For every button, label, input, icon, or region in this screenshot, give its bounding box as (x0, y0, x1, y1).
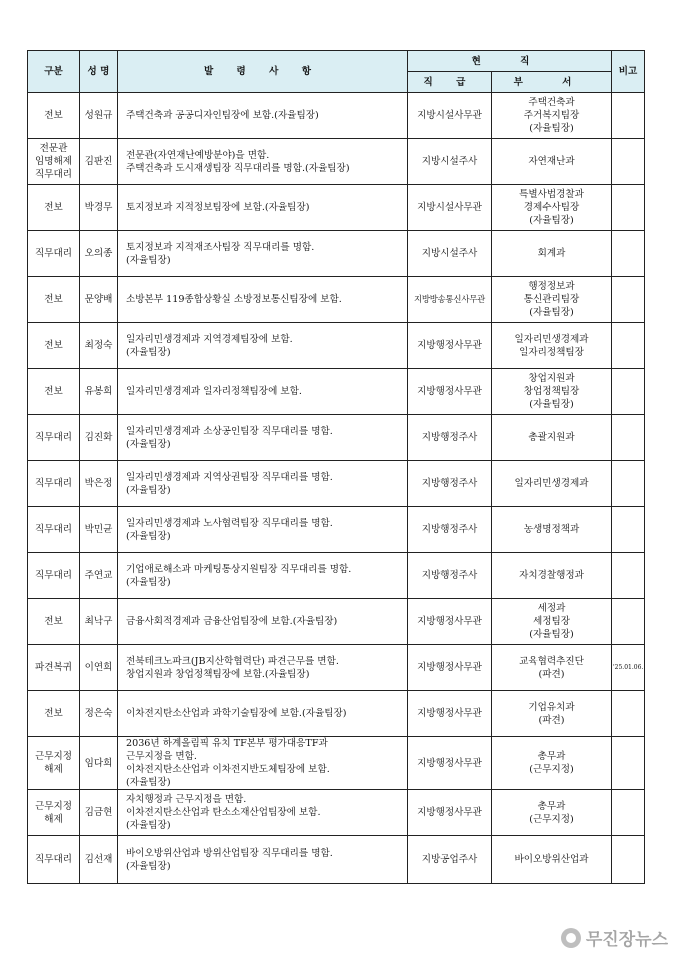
table-row (28, 231, 645, 277)
category-cell: 전보 (28, 599, 80, 645)
order-cell: 전문관(자연재난예방분야)을 면함. 주택건축과 도시재생팀장 직무대리를 명함.(자율팀장) (118, 139, 408, 185)
header-note: 비고 (612, 51, 645, 93)
header-dept: 부 서 (492, 72, 612, 93)
note-cell (612, 691, 645, 737)
category-cell: 파견복귀 (28, 645, 80, 691)
order-cell: 주택건축과 공공디자인팀장에 보함.(자율팀장) (118, 93, 408, 139)
grade-cell: 지방행정사무관 (408, 645, 492, 691)
grade-cell: 지방행정주사 (408, 415, 492, 461)
note-cell: '25.01.06. (612, 645, 645, 691)
note-cell (612, 553, 645, 599)
table-row (28, 645, 645, 691)
category-cell: 직무대리 (28, 836, 80, 884)
category-cell: 근무지정 해제 (28, 737, 80, 790)
note-cell (612, 231, 645, 277)
dept-cell: 기업유치과 (파견) (492, 691, 612, 737)
name-cell: 김판진 (80, 139, 118, 185)
table-row (28, 790, 645, 836)
table-row (28, 599, 645, 645)
note-cell (612, 323, 645, 369)
grade-cell: 지방행정사무관 (408, 790, 492, 836)
dept-cell: 바이오방위산업과 (492, 836, 612, 884)
table-row (28, 369, 645, 415)
name-cell: 박경무 (80, 185, 118, 231)
order-cell: 기업애로해소과 마케팅통상지원팀장 직무대리를 명함. (자율팀장) (118, 553, 408, 599)
note-cell (612, 185, 645, 231)
name-cell: 김금현 (80, 790, 118, 836)
order-cell: 토지정보과 지적정보팀장에 보함.(자율팀장) (118, 185, 408, 231)
grade-cell: 지방행정주사 (408, 553, 492, 599)
order-cell: 소방본부 119종합상황실 소방정보통신팀장에 보함. (118, 277, 408, 323)
table-row (28, 93, 645, 139)
grade-cell: 지방행정사무관 (408, 599, 492, 645)
note-cell (612, 836, 645, 884)
dept-cell: 총괄지원과 (492, 415, 612, 461)
table-body (28, 93, 645, 884)
name-cell: 성원규 (80, 93, 118, 139)
grade-cell: 지방행정주사 (408, 461, 492, 507)
category-cell: 직무대리 (28, 461, 80, 507)
dept-cell: 자연재난과 (492, 139, 612, 185)
grade-cell: 지방행정사무관 (408, 369, 492, 415)
order-cell: 일자리민생경제과 노사협력팀장 직무대리를 명함. (자율팀장) (118, 507, 408, 553)
name-cell: 최정숙 (80, 323, 118, 369)
header-current-position: 현 직 (408, 51, 612, 72)
table-row (28, 836, 645, 884)
header-name: 성 명 (80, 51, 118, 93)
header-grade: 직 급 (408, 72, 492, 93)
name-cell: 임다희 (80, 737, 118, 790)
note-cell (612, 737, 645, 790)
note-cell (612, 415, 645, 461)
watermark (561, 925, 668, 950)
category-cell: 직무대리 (28, 553, 80, 599)
category-cell: 직무대리 (28, 507, 80, 553)
table-row (28, 323, 645, 369)
note-cell (612, 139, 645, 185)
order-cell: 토지정보과 지적재조사팀장 직무대리를 명함. (자율팀장) (118, 231, 408, 277)
order-cell: 금융사회적경제과 금융산업팀장에 보함.(자율팀장) (118, 599, 408, 645)
order-cell: 일자리민생경제과 지역상권팀장 직무대리를 명함. (자율팀장) (118, 461, 408, 507)
grade-cell: 지방행정사무관 (408, 691, 492, 737)
order-cell: 이차전지탄소산업과 과학기술팀장에 보함.(자율팀장) (118, 691, 408, 737)
table-row (28, 461, 645, 507)
dept-cell: 회계과 (492, 231, 612, 277)
dept-cell: 세정과 세정팀장 (자율팀장) (492, 599, 612, 645)
grade-cell: 지방행정사무관 (408, 737, 492, 790)
dept-cell: 총무과 (근무지정) (492, 737, 612, 790)
header-order: 발 령 사 항 (118, 51, 408, 93)
category-cell: 전문관 임명해제 직무대리 (28, 139, 80, 185)
order-cell: 일자리민생경제과 일자리정책팀장에 보함. (118, 369, 408, 415)
grade-cell: 지방공업주사 (408, 836, 492, 884)
dept-cell: 특별사법경찰과 경제수사팀장 (자율팀장) (492, 185, 612, 231)
table-row (28, 737, 645, 790)
table-row (28, 691, 645, 737)
grade-cell: 지방시설주사 (408, 139, 492, 185)
dept-cell: 농생명정책과 (492, 507, 612, 553)
dept-cell: 주택건축과 주거복지팀장 (자율팀장) (492, 93, 612, 139)
category-cell: 전보 (28, 369, 80, 415)
grade-cell: 지방시설사무관 (408, 93, 492, 139)
name-cell: 오의종 (80, 231, 118, 277)
name-cell: 정은숙 (80, 691, 118, 737)
name-cell: 주연교 (80, 553, 118, 599)
note-cell (612, 461, 645, 507)
table-row (28, 553, 645, 599)
name-cell: 박민균 (80, 507, 118, 553)
table-row (28, 415, 645, 461)
note-cell (612, 790, 645, 836)
name-cell: 김선재 (80, 836, 118, 884)
header-row-top (28, 51, 645, 72)
dept-cell: 창업지원과 창업정책팀장 (자율팀장) (492, 369, 612, 415)
category-cell: 전보 (28, 323, 80, 369)
grade-cell: 지방행정사무관 (408, 323, 492, 369)
name-cell: 김진화 (80, 415, 118, 461)
order-cell: 바이오방위산업과 방위산업팀장 직무대리를 명함. (자율팀장) (118, 836, 408, 884)
category-cell: 전보 (28, 691, 80, 737)
grade-cell: 지방시설주사 (408, 231, 492, 277)
name-cell: 이연희 (80, 645, 118, 691)
table-row (28, 507, 645, 553)
order-cell: 자치행정과 근무지정을 면함. 이차전지탄소산업과 탄소소재산업팀장에 보함. (자율팀장) (118, 790, 408, 836)
note-cell (612, 369, 645, 415)
grade-cell: 지방방송통신사무관 (408, 277, 492, 323)
watermark-text: 무진장뉴스 (585, 930, 668, 950)
order-cell: 일자리민생경제과 소상공인팀장 직무대리를 명함. (자율팀장) (118, 415, 408, 461)
dept-cell: 일자리민생경제과 (492, 461, 612, 507)
header-category: 구분 (28, 51, 80, 93)
order-cell: 전북테크노파크(JB지산학협력단) 파견근무를 면함. 창업지원과 창업정책팀장에 보함.(자율팀장) (118, 645, 408, 691)
table-row (28, 277, 645, 323)
dept-cell: 행정정보과 통신관리팀장 (자율팀장) (492, 277, 612, 323)
name-cell: 문양배 (80, 277, 118, 323)
note-cell (612, 93, 645, 139)
order-cell: 2036년 하계올림픽 유치 TF본부 평가대응TF과 근무지정을 면함. 이차전지탄소산업과 이차전지반도체팀장에 보함. (자율팀장) (118, 737, 408, 790)
dept-cell: 총무과 (근무지정) (492, 790, 612, 836)
note-cell (612, 507, 645, 553)
order-cell: 일자리민생경제과 지역경제팀장에 보함. (자율팀장) (118, 323, 408, 369)
note-cell (612, 599, 645, 645)
dept-cell: 자치경찰행정과 (492, 553, 612, 599)
dept-cell: 교육협력추진단 (파견) (492, 645, 612, 691)
dept-cell: 일자리민생경제과 일자리정책팀장 (492, 323, 612, 369)
news-logo-icon (561, 928, 581, 948)
category-cell: 전보 (28, 185, 80, 231)
personnel-order-table (27, 50, 645, 884)
table-row (28, 139, 645, 185)
category-cell: 직무대리 (28, 231, 80, 277)
category-cell: 전보 (28, 277, 80, 323)
category-cell: 근무지정 해제 (28, 790, 80, 836)
name-cell: 유봉희 (80, 369, 118, 415)
category-cell: 전보 (28, 93, 80, 139)
table-row (28, 185, 645, 231)
category-cell: 직무대리 (28, 415, 80, 461)
grade-cell: 지방시설사무관 (408, 185, 492, 231)
grade-cell: 지방행정주사 (408, 507, 492, 553)
name-cell: 박은정 (80, 461, 118, 507)
name-cell: 최낙구 (80, 599, 118, 645)
note-cell (612, 277, 645, 323)
